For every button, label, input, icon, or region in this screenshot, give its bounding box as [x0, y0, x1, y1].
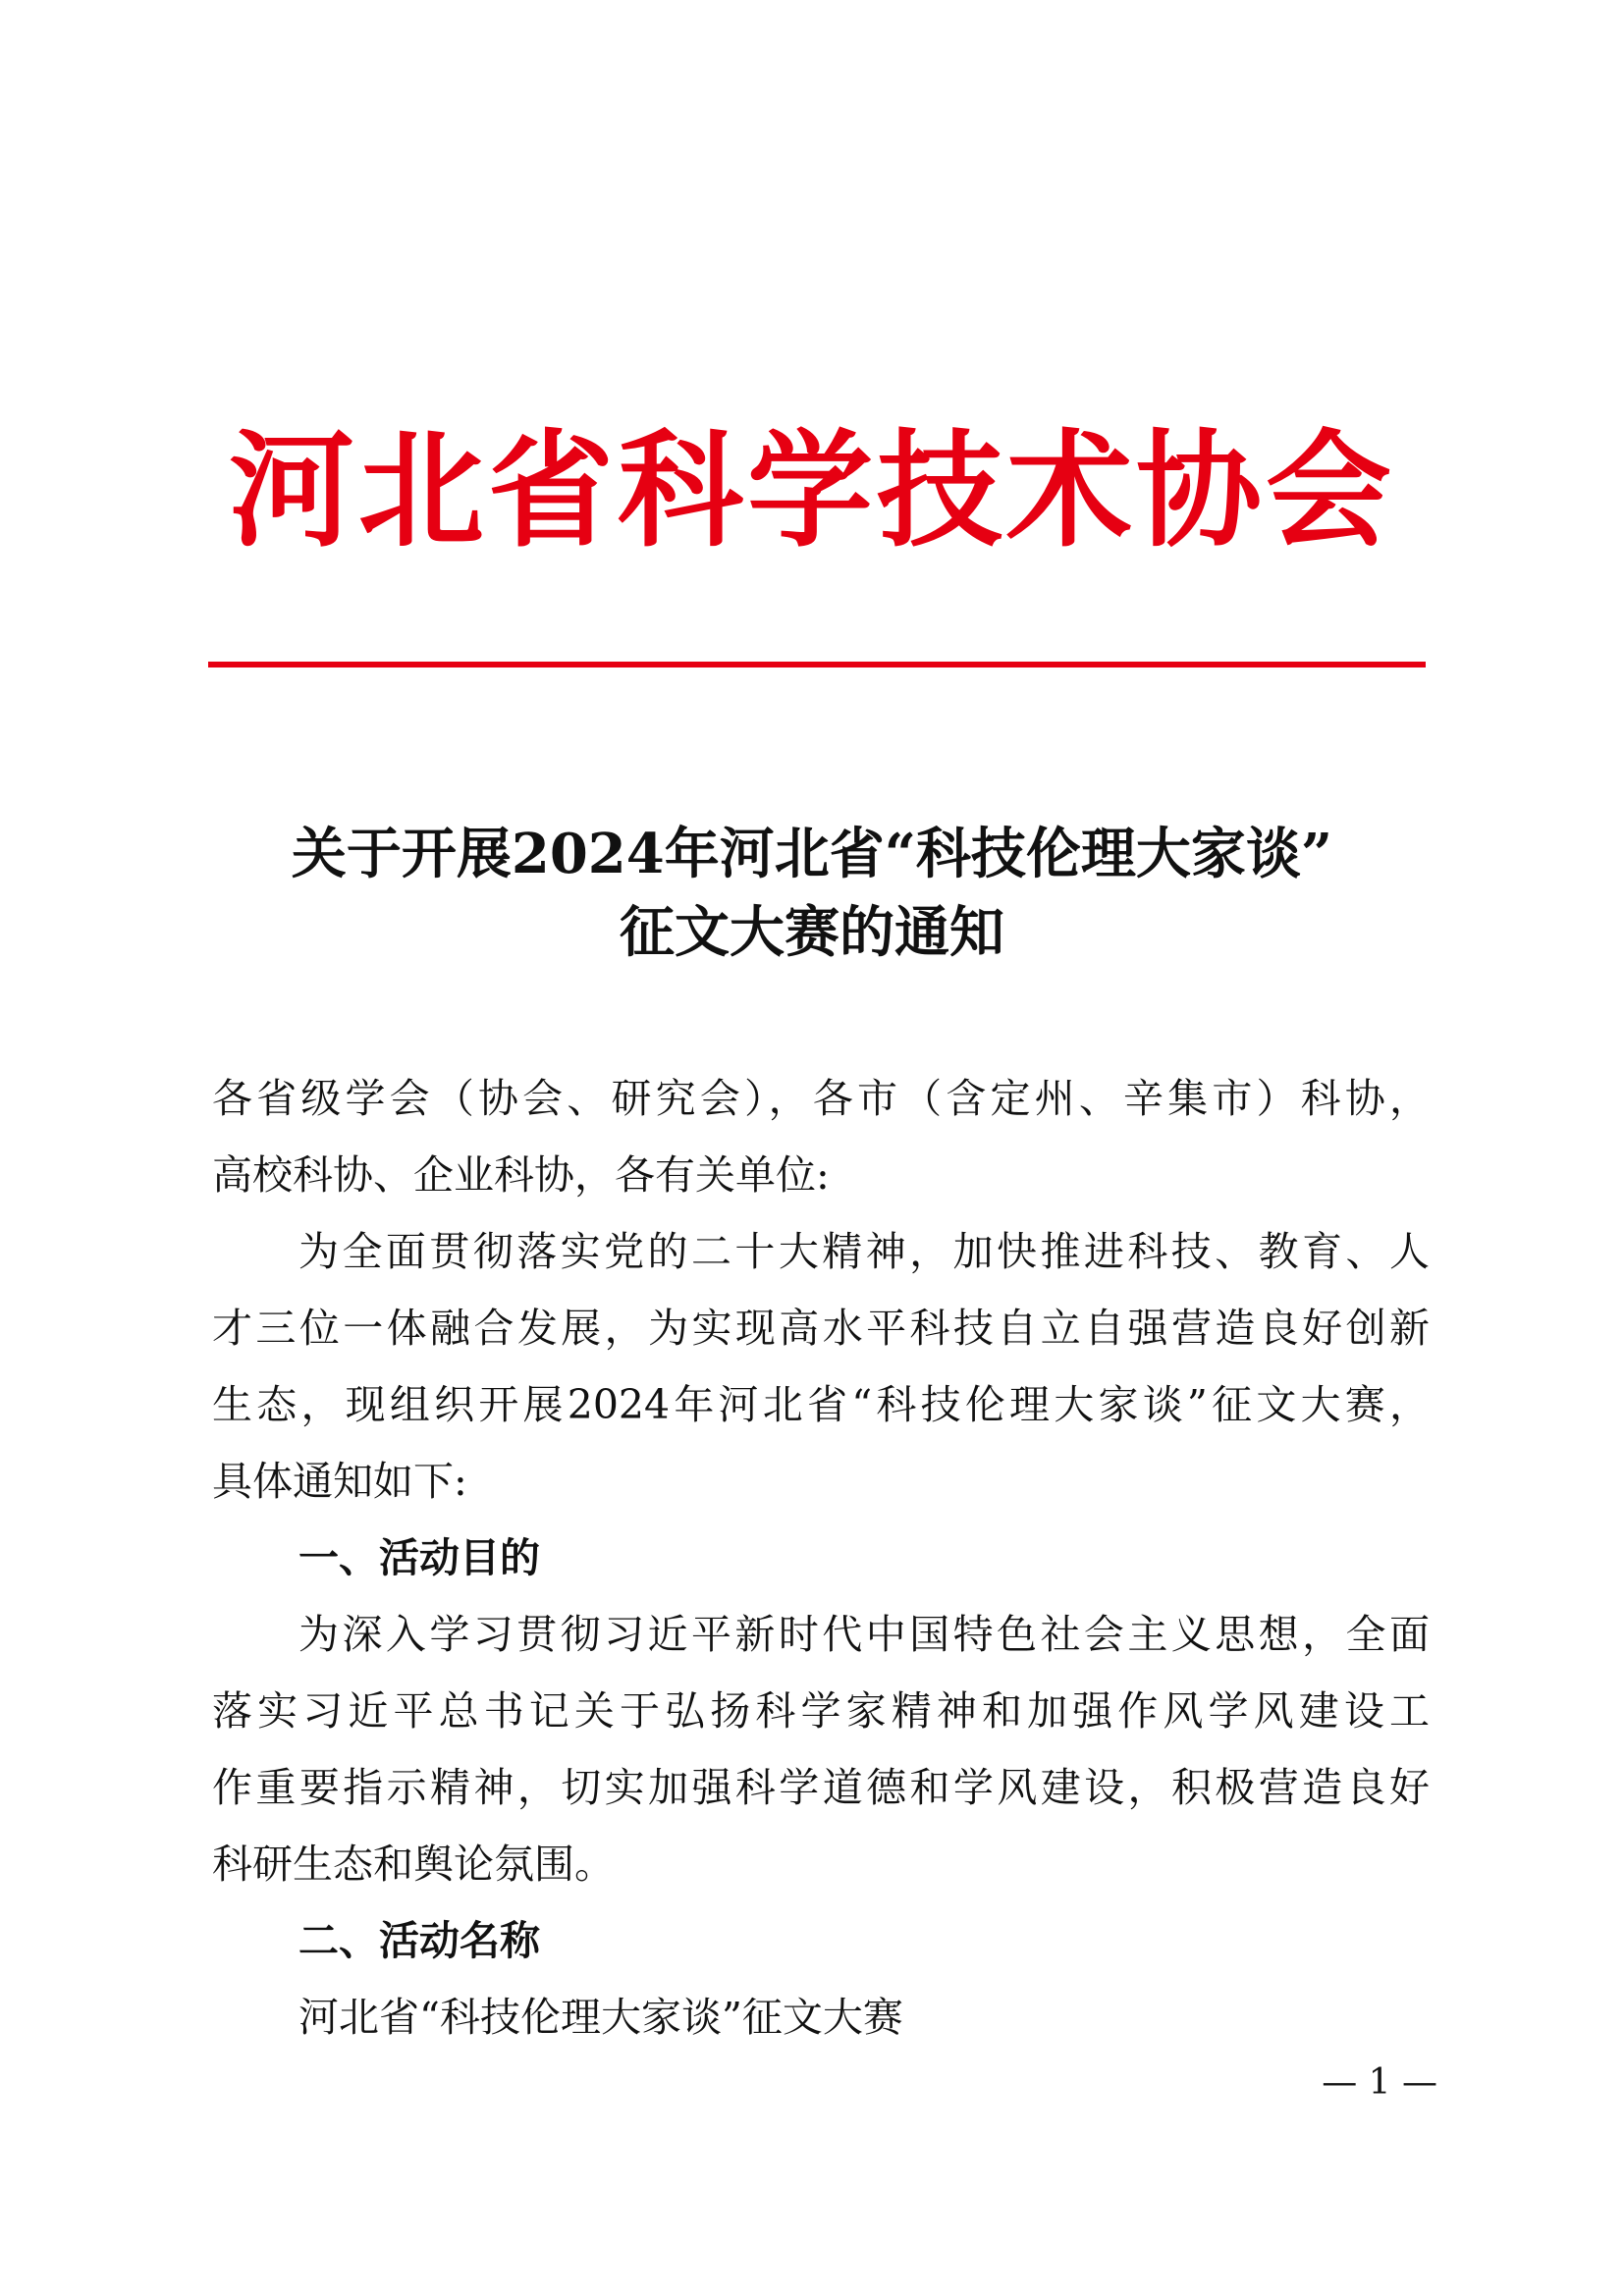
document-title [196, 815, 1428, 972]
section-1-line-3: 作重要指示精神，切实加强科学道德和学风建设，积极营造良好 [212, 1764, 1430, 1811]
masthead-org-name: 河北省科学技术协会 [228, 417, 1395, 564]
section-2-line-1: 河北省“科技伦理大家谈”征文大赛 [298, 1994, 903, 2041]
section-1-line-2: 落实习近平总书记关于弘扬科学家精神和加强作风学风建设工 [212, 1687, 1430, 1735]
intro-line-3: 生态，现组织开展2024年河北省“科技伦理大家谈”征文大赛， [212, 1381, 1430, 1428]
section-1-line-4: 科研生态和舆论氛围。 [212, 1841, 615, 1888]
page-number: — 1 — [1322, 2062, 1437, 2103]
section-2-heading: 二、活动名称 [298, 1917, 540, 1964]
title-line-1: 关于开展2024年河北省“科技伦理大家谈” [291, 822, 1333, 886]
intro-line-2: 才三位一体融合发展，为实现高水平科技自立自强营造良好创新 [212, 1305, 1430, 1352]
addressee-line-1: 各省级学会（协会、研究会），各市（含定州、辛集市）科协， [212, 1075, 1430, 1122]
section-1-heading: 一、活动目的 [298, 1534, 540, 1581]
intro-line-1: 为全面贯彻落实党的二十大精神，加快推进科技、教育、人 [298, 1228, 1430, 1275]
masthead-red-rule [208, 662, 1426, 667]
addressee-line-2: 高校科协、企业科协，各有关单位: [212, 1151, 830, 1199]
intro-line-4: 具体通知如下: [212, 1458, 467, 1505]
title-line-2: 征文大赛的通知 [620, 900, 1004, 965]
document-body [212, 1060, 1430, 2056]
section-1-line-1: 为深入学习贯彻习近平新时代中国特色社会主义思想，全面 [298, 1611, 1430, 1658]
